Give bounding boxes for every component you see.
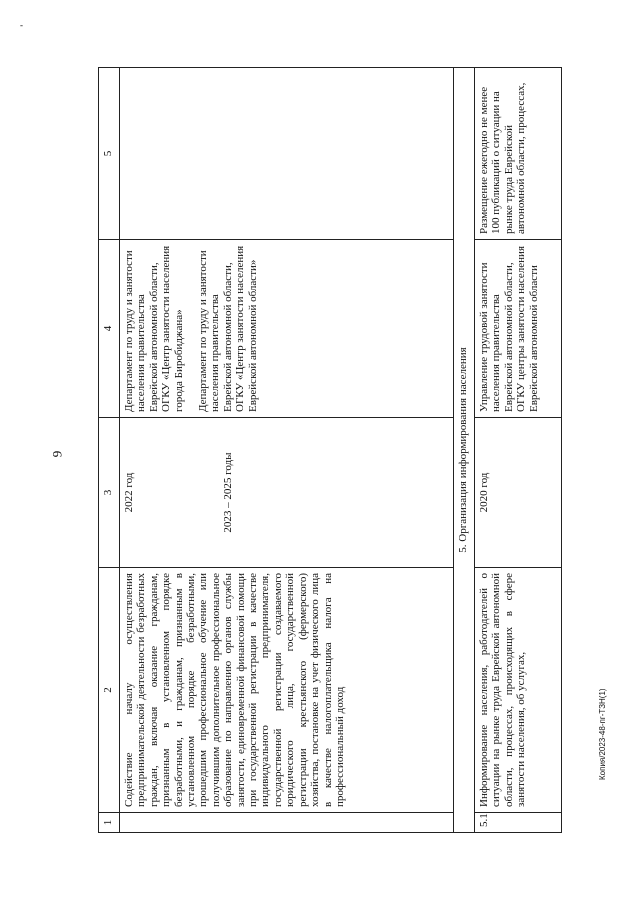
measure-text: Содействие началу осуществления предпринимательской деятельности безработных граждан, включая оказание гражданам, признанным в установленном порядке безработными, и гражданам, признанным в установленном порядке безработными, прошедшим профессиональное обучение или получившим дополнительное профессиональное образование по направлению органов службы занятости, единовременной финансовой помощи при государственной регистрации в качестве индивидуального предпринимателя, государственной регистрации создаваемого юридического лица, государственной регистрации крестьянского (фермерского) хозяйства, постановке на учет физического лица в качестве налогоплательщика налога на профессиональный доход [120, 568, 454, 813]
section-title: 5. Организация информирования населения [454, 68, 475, 833]
header-col-3: 3 [99, 418, 120, 568]
measures-table [98, 67, 562, 833]
term-1: 2022 год [123, 472, 135, 513]
result-cell [120, 68, 454, 240]
header-col-2: 2 [99, 568, 120, 813]
header-col-1: 1 [99, 813, 120, 833]
page-number: 9 [49, 450, 65, 458]
header-col-5: 5 [99, 68, 120, 240]
result-cell: Размещение ежегодно не менее 100 публикаций о ситуации на рынке труда Еврейской автономной области, процессах, [475, 68, 562, 240]
executor-1: Департамент по труду и занятости населения правительства Еврейской автономной области, ОГКУ «Центр занятости населения города Биробиджана» [123, 245, 185, 412]
table-header-row [99, 68, 120, 833]
table-row [120, 68, 454, 833]
row-number: 5.1 [475, 813, 562, 833]
executor-2: Департамент по труду и занятости населения правительства Еврейской автономной области, ОГКУ «Центр занятости населения Еврейской автономной области» [197, 245, 259, 412]
executor-cell: Управление трудовой занятости населения правительства Еврейской автономной области, ОГКУ центры занятости населения Еврейской автономной области [475, 240, 562, 418]
term-2: 2023 – 2025 годы [222, 452, 235, 533]
document-code: Копия/2023-48-пг-ТЗН(1) [598, 688, 607, 780]
executor-cell [120, 240, 454, 418]
measure-text: Информирование населения, работодателей о ситуации на рынке труда Еврейской автономной области, процессах, происходящих в сфере занятости населения, об услугах, [475, 568, 562, 813]
section-row [454, 68, 475, 833]
corner-mark: - [20, 20, 23, 30]
row-number [120, 813, 454, 833]
term-cell: 2020 год [475, 418, 562, 568]
table-row [475, 68, 562, 833]
header-col-4: 4 [99, 240, 120, 418]
rotated-table-page [98, 68, 562, 833]
term-cell [120, 418, 454, 568]
